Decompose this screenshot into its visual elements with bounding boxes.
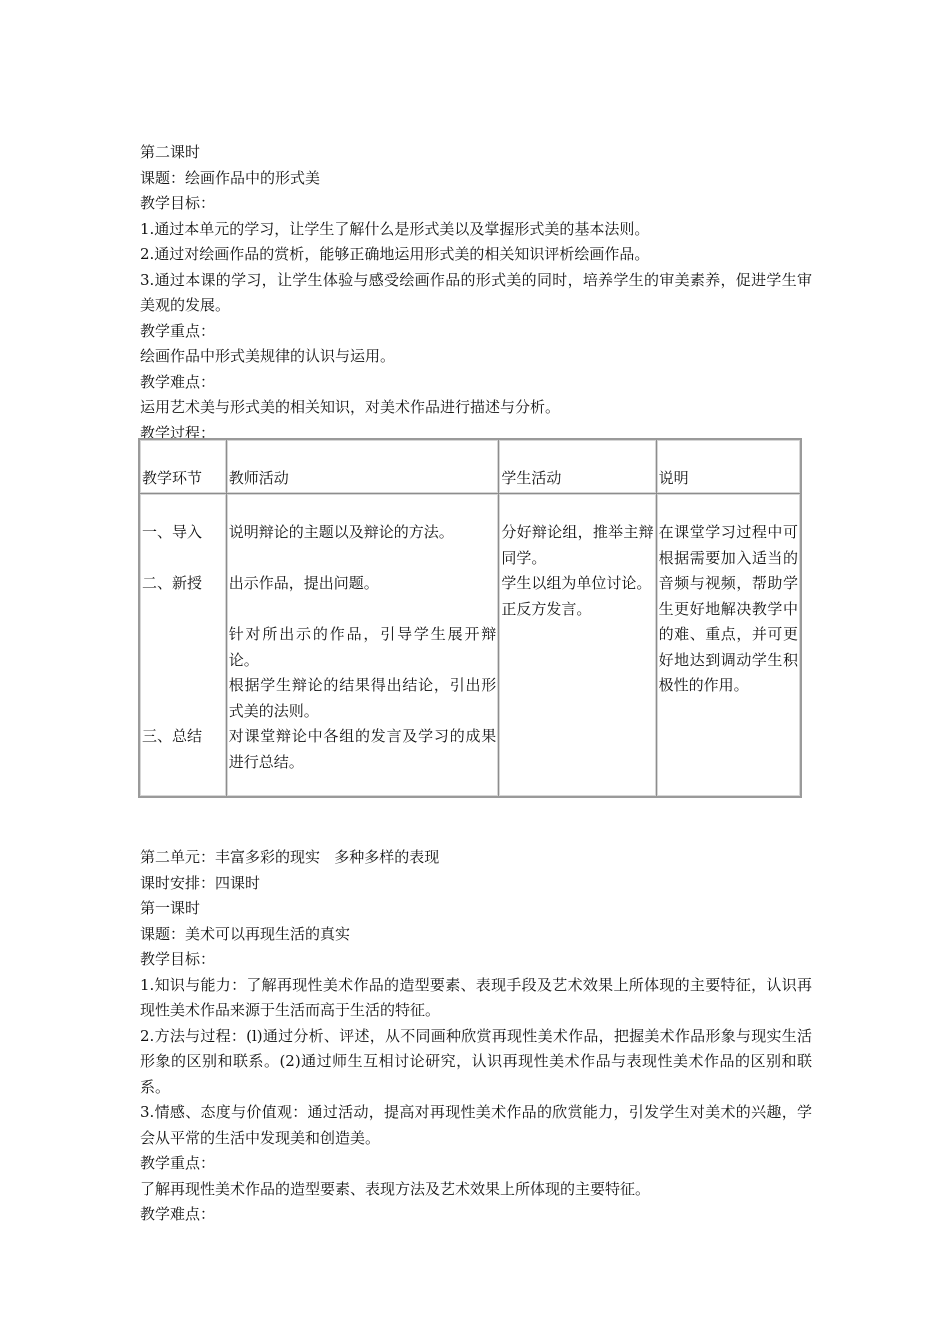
goal-item: 1.通过本单元的学习，让学生了解什么是形式美以及掌握形式美的基本法则。 [140, 219, 650, 238]
unit-title: 第二单元：丰富多彩的现实 多种多样的表现 [140, 848, 440, 866]
student-activity: 学生以组为单位讨论。 [501, 574, 652, 592]
goal-item: 1.知识与能力：了解再现性美术作品的造型要素、表现手段及艺术效果上所体现的主要特征，认识再现性美术作品来源于生活而高于生活的特征。 [140, 975, 812, 1019]
header-note: 说明 [656, 439, 801, 494]
note-cell [656, 494, 801, 798]
lesson-title: 第二课时 [140, 143, 201, 161]
teacher-activity: 根据学生辩论的结果得出结论，引出形式美的法则。 [228, 676, 497, 720]
student-activity: 正反方发言。 [501, 599, 592, 618]
header-teacher: 教师活动 [226, 439, 499, 494]
goals-label: 教学目标： [140, 194, 216, 212]
lesson-topic: 课题：绘画作品中的形式美 [140, 168, 321, 187]
teacher-activity: 对课堂辩论中各组的发言及学习的成果进行总结。 [228, 727, 497, 771]
process-label: 教学过程： [140, 423, 216, 442]
stage-cell [139, 494, 226, 798]
difficulty-point: 运用艺术美与形式美的相关知识，对美术作品进行描述与分析。 [140, 398, 561, 416]
header-stage: 教学环节 [139, 439, 226, 494]
note-text: 在课堂学习过程中可根据需要加入适当的音频与视频，帮助学生更好地解决教学中的难、重点，并可更好地达到调动学生积极性的作用。 [658, 523, 798, 694]
key-point: 了解再现性美术作品的造型要素、表现方法及艺术效果上所体现的主要特征。 [140, 1179, 651, 1198]
student-cell [499, 494, 656, 798]
unit-schedule: 课时安排：四课时 [140, 873, 261, 892]
unit2-section [140, 845, 812, 1228]
key-label: 教学重点： [140, 321, 216, 340]
difficulty-label: 教学难点： [140, 1205, 216, 1223]
stage-summary: 三、总结 [142, 727, 203, 745]
teaching-process-table [138, 438, 802, 798]
key-label: 教学重点： [140, 1154, 216, 1172]
header-student: 学生活动 [499, 439, 656, 494]
goal-item: 2.通过对绘画作品的赏析，能够正确地运用形式美的相关知识评析绘画作品。 [140, 245, 650, 263]
stage-new: 二、新授 [142, 574, 203, 592]
difficulty-label: 教学难点： [140, 372, 216, 391]
goal-item: 3.通过本课的学习，让学生体验与感受绘画作品的形式美的同时，培养学生的审美素养，促进学生审美观的发展。 [140, 270, 812, 314]
teacher-cell [226, 494, 499, 798]
stage-intro: 一、导入 [142, 523, 203, 541]
teacher-activity: 针对所出示的作品，引导学生展开辩论。 [228, 625, 497, 669]
key-point: 绘画作品中形式美规律的认识与运用。 [140, 347, 396, 365]
goals-label: 教学目标： [140, 950, 216, 968]
student-activity: 分好辩论组，推举主辩同学。 [501, 523, 654, 567]
teacher-activity: 说明辩论的主题以及辩论的方法。 [228, 523, 454, 541]
teacher-activity: 出示作品，提出问题。 [228, 574, 379, 592]
goal-item: 2.方法与过程：(l)通过分析、评述，从不同画种欣赏再现性美术作品，把握美术作品形象与现实生活形象的区别和联系。(2)通过师生互相讨论研究，认识再现性美术作品与表现性美术作品的区别和联系。 [140, 1026, 812, 1096]
table-row [139, 494, 801, 798]
lesson-topic: 课题：美术可以再现生活的真实 [140, 924, 351, 943]
lesson-title: 第一课时 [140, 899, 201, 917]
goal-item: 3.情感、态度与价值观：通过活动，提高对再现性美术作品的欣赏能力，引发学生对美术的兴趣，学会从平常的生活中发现美和创造美。 [140, 1103, 812, 1147]
table-header-row [139, 439, 801, 494]
lesson2-section [140, 140, 812, 446]
